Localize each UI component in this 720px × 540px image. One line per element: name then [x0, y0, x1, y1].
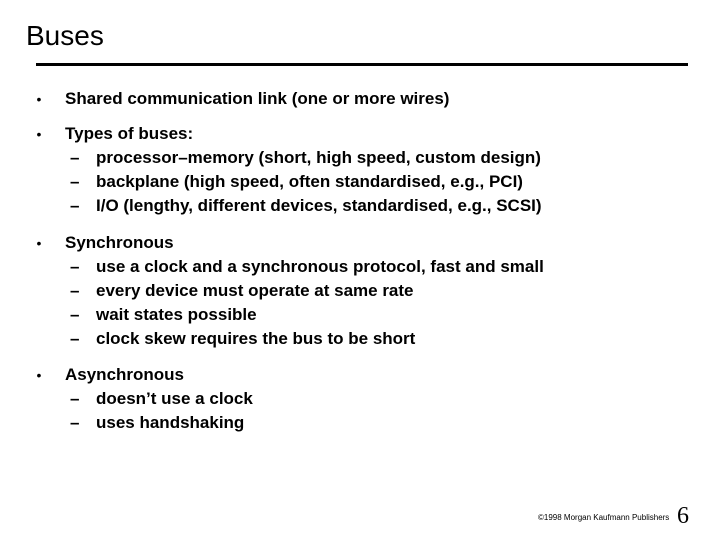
sub-marker: – [70, 329, 80, 348]
sub-item-text: processor–memory (short, high speed, custom design) [96, 148, 541, 167]
sub-marker: – [70, 257, 80, 276]
sub-item-text: uses handshaking [96, 413, 245, 432]
sub-item-text: clock skew requires the bus to be short [96, 329, 416, 348]
sub-marker: – [70, 305, 80, 324]
footer-copyright: ©1998 Morgan Kaufmann Publishers [538, 513, 670, 522]
sub-item-text: backplane (high speed, often standardised, e.g., PCI) [96, 172, 523, 191]
sub-item-text: every device must operate at same rate [96, 281, 414, 300]
bullet-text: Asynchronous [65, 365, 185, 384]
bullet-marker: • [36, 235, 42, 251]
slide-title: Buses [26, 20, 104, 51]
sub-item-text: wait states possible [96, 305, 257, 324]
sub-marker: – [70, 413, 80, 432]
bullet-marker: • [36, 126, 42, 142]
bullet-marker: • [36, 91, 42, 107]
sub-marker: – [70, 389, 80, 408]
sub-marker: – [70, 281, 80, 300]
sub-marker: – [70, 172, 80, 191]
sub-marker: – [70, 196, 80, 215]
bullet-text: Types of buses: [65, 124, 194, 143]
sub-item-text: doesn’t use a clock [96, 389, 253, 408]
page-number: 6 [677, 503, 689, 529]
bullet-text: Shared communication link (one or more wires) [65, 89, 450, 108]
bullet-text: Synchronous [65, 233, 174, 252]
bullet-marker: • [36, 367, 42, 383]
sub-marker: – [70, 148, 80, 167]
sub-item-text: I/O (lengthy, different devices, standardised, e.g., SCSI) [96, 196, 542, 215]
title-divider [36, 63, 688, 66]
sub-item-text: use a clock and a synchronous protocol, fast and small [96, 257, 544, 276]
